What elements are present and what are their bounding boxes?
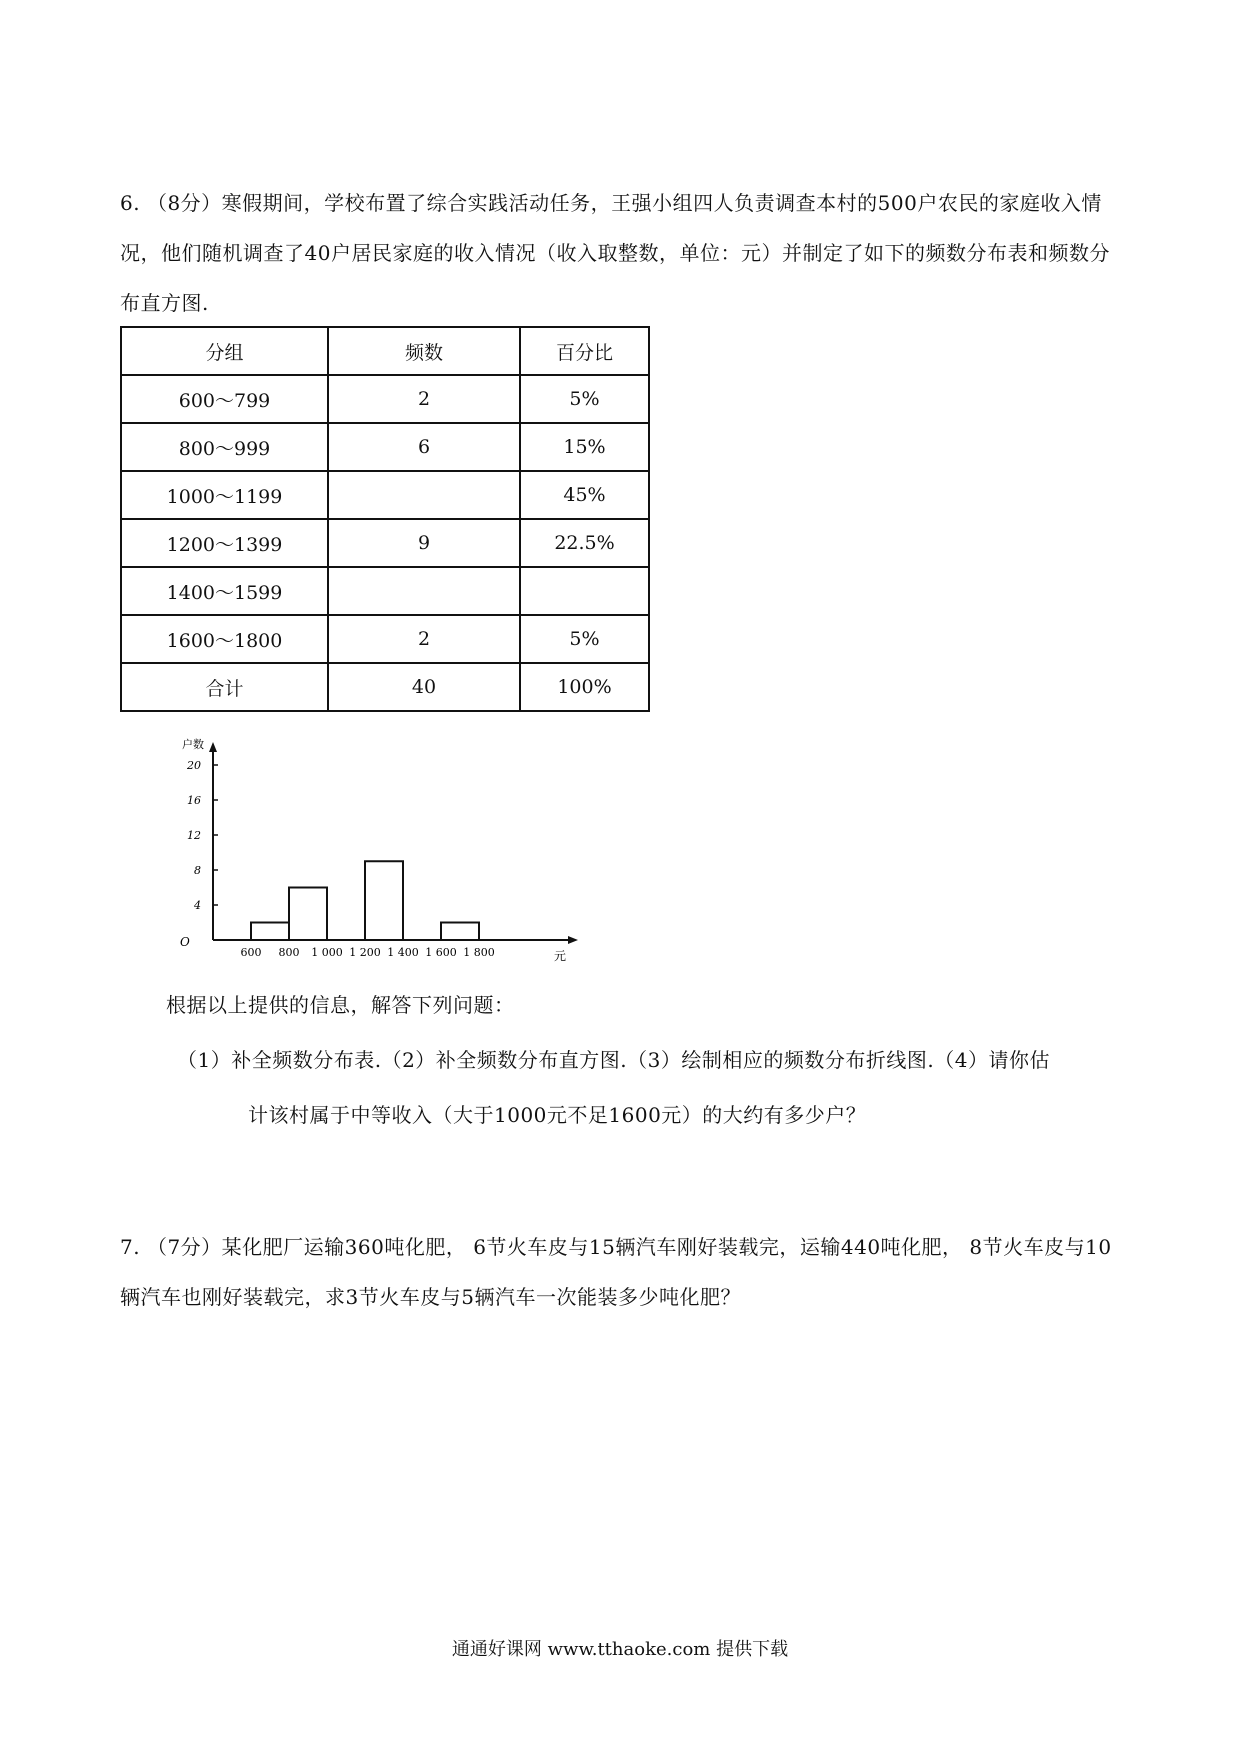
histogram-bar bbox=[251, 923, 289, 941]
frequency-histogram bbox=[160, 738, 600, 970]
table-row bbox=[121, 423, 649, 471]
x-axis-arrow bbox=[568, 936, 578, 944]
table-row bbox=[121, 471, 649, 519]
table-cell: 6 bbox=[328, 423, 520, 471]
header-percent: 百分比 bbox=[520, 327, 649, 375]
table-cell: 22.5% bbox=[520, 519, 649, 567]
table-cell: 5% bbox=[520, 375, 649, 423]
x-tick-label: 800 bbox=[278, 946, 300, 959]
histogram-axes bbox=[180, 738, 578, 963]
table-header-row bbox=[121, 327, 649, 375]
question-7-text: 7. （7分）某化肥厂运输360吨化肥， 6节火车皮与15辆汽车刚好装载完，运输440吨化肥， 8节火车皮与10辆汽车也刚好装载完，求3节火车皮与5辆汽车一次能装多少吨化肥？ bbox=[120, 1235, 1112, 1309]
header-group: 分组 bbox=[121, 327, 328, 375]
subquestions-line-2: 计该村属于中等收入（大于1000元不足1600元）的大约有多少户？ bbox=[248, 1103, 867, 1127]
table-cell bbox=[328, 567, 520, 615]
frequency-table bbox=[120, 326, 650, 712]
table-cell: 40 bbox=[328, 663, 520, 711]
x-tick-label: 1 800 bbox=[463, 946, 495, 959]
y-axis-label: 户数 bbox=[182, 738, 204, 751]
x-ticks bbox=[241, 946, 495, 959]
x-tick-label: 1 200 bbox=[349, 946, 381, 959]
table-cell: 2 bbox=[328, 375, 520, 423]
question-6-text: 6. （8分）寒假期间，学校布置了综合实践活动任务，王强小组四人负责调查本村的500户农民的家庭收入情况，他们随机调查了40户居民家庭的收入情况（收入取整数，单位：元）并制定了如下的频数分布表和频数分布直方图. bbox=[120, 191, 1110, 315]
table-cell: 600～799 bbox=[121, 375, 328, 423]
answer-prompt: 根据以上提供的信息，解答下列问题： bbox=[166, 993, 515, 1017]
table-cell: 1000～1199 bbox=[121, 471, 328, 519]
table-cell bbox=[520, 567, 649, 615]
table-cell: 800～999 bbox=[121, 423, 328, 471]
table-row bbox=[121, 519, 649, 567]
table-cell: 1600～1800 bbox=[121, 615, 328, 663]
table-cell: 1200～1399 bbox=[121, 519, 328, 567]
x-tick-label: 600 bbox=[240, 946, 262, 959]
y-tick-label: 4 bbox=[194, 899, 201, 912]
table-row bbox=[121, 615, 649, 663]
y-tick-label: 8 bbox=[194, 864, 201, 877]
table-cell: 1400～1599 bbox=[121, 567, 328, 615]
histogram-bar bbox=[289, 888, 327, 941]
histogram-bar bbox=[365, 861, 403, 940]
y-tick-label: 16 bbox=[187, 794, 201, 807]
x-axis-label: 元 bbox=[554, 949, 567, 963]
x-tick-label: 1 400 bbox=[387, 946, 419, 959]
subquestions-line-1: （1）补全频数分布表.（2）补全频数分布直方图.（3）绘制相应的频数分布折线图.（4）请你估 bbox=[177, 1048, 1050, 1072]
table-row bbox=[121, 567, 649, 615]
table-cell bbox=[328, 471, 520, 519]
table-row bbox=[121, 375, 649, 423]
footer-credit: 通通好课网 www.tthaoke.com 提供下载 bbox=[451, 1639, 789, 1660]
y-axis-arrow bbox=[209, 742, 217, 752]
table-cell: 5% bbox=[520, 615, 649, 663]
histogram-bars bbox=[251, 861, 479, 940]
table-total-row bbox=[121, 663, 649, 711]
histogram-bar bbox=[441, 923, 479, 941]
origin-label: O bbox=[180, 935, 190, 949]
table-cell: 100% bbox=[520, 663, 649, 711]
table-cell: 合计 bbox=[121, 663, 328, 711]
table-cell: 9 bbox=[328, 519, 520, 567]
y-tick-label: 20 bbox=[187, 759, 201, 772]
x-tick-label: 1 000 bbox=[311, 946, 343, 959]
y-tick-label: 12 bbox=[187, 829, 201, 842]
table-cell: 45% bbox=[520, 471, 649, 519]
header-frequency: 频数 bbox=[328, 327, 520, 375]
table-cell: 2 bbox=[328, 615, 520, 663]
table-cell: 15% bbox=[520, 423, 649, 471]
x-tick-label: 1 600 bbox=[425, 946, 457, 959]
